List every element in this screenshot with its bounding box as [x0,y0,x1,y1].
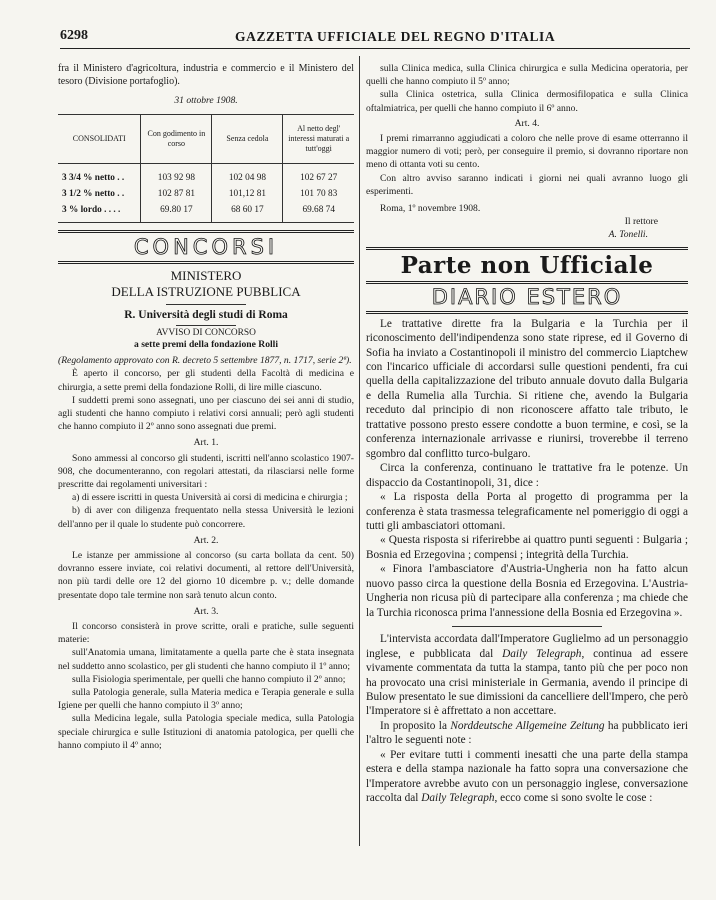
short-rule [176,325,236,326]
table-cell: 69.80 17 [141,202,212,223]
article-heading: Art. 2. [193,534,219,546]
list-item: sulla Medicina legale, sulla Patologia speciale medica, sulla Patologia speciale chirurgica e sulle Istituzioni di anatomia patologica, per quelli che hanno compiuto il 4º anno; [58,713,354,751]
article-heading: Art. 1. [193,437,219,449]
text-run: , ecco come si sono svolte le cose : [494,792,653,805]
section-rule [366,247,688,250]
university-title: R. Università degli studi di Roma [124,308,288,321]
list-item: sulla Clinica medica, sulla Clinica chirurgica e sulla Medicina operatoria, per quelli che hanno compiuto il 5º anno; [366,63,688,88]
intro-text: fra il Ministero d'agricoltura, industria e commercio e il Ministero del tesoro (Divisione portafoglio). [58,63,354,88]
paragraph: Le istanze per ammissione al concorso (su carta bollata da cent. 50) dovranno essere inviate, coi relativi documenti, al rettore dell'Università, non più tardi delle ore 12 del giorno 10 dicembre p. v.; delle domande presentate dopo tale termine non sarà tenuto alcun conto. [58,549,354,601]
list-item: sull'Anatomia umana, limitatamente a quella parte che è stata insegnata nel suddetto anno scolastico, per gli studenti che hanno compiuto il 1º anno; [58,647,354,672]
text-run: ha pubblicato ieri l'altro le seguenti note : [366,719,688,747]
section-rule [58,261,354,264]
newspaper-name: Daily Telegraph [502,647,582,660]
article-heading: Art. 3. [193,605,219,617]
list-item: sulla Patologia generale, sulla Materia medica e Terapia generale e sulla Igiene per quelli che hanno compiuto il 3º anno; [58,686,354,712]
table-cell: 69.68 74 [283,202,354,223]
ministry-line: DELLA ISTRUZIONE PUBBLICA [111,283,301,299]
text-run: « Per evitare tutti i commenti inesatti che una parte della stampa estera e della stampa nazionale ha fatto sopra una conversazione che l'Imperatore avrebbe avuto con un personaggio inglese, conversazione raccolta dal [366,748,688,805]
table-cell: 102 67 27 [283,163,354,186]
avviso-line: AVVISO DI CONCORSO [156,327,256,338]
table-header-row [58,114,354,163]
concorsi-heading: CONCORSI [133,234,279,259]
signature-date: Roma, 1º novembre 1908. [380,203,481,215]
page-header [60,28,690,49]
section-rule [366,281,688,284]
table-cell: 102 87 81 [141,186,212,202]
date-line: 31 ottobre 1908. [174,95,238,107]
paragraph [366,748,688,806]
paragraph: « Finora l'ambasciatore d'Austria-Ungheria non ha fatto alcun nuovo passo circa la questione della Bosnia ed Erzegovina. L'Austria-Ungheria non ricusa più di partecipare alla conferenza ; ma chiede che la Turchia riconosca prima l'annessione della Bosnia ed Erzegovina ». [366,563,688,619]
table-cell: 101,12 81 [212,186,283,202]
table-row [58,163,354,186]
list-item: sulla Fisiologia sperimentale, per quelli che hanno compiuto il 2º anno; [72,673,346,685]
consolidati-table [58,114,354,223]
left-column [58,62,354,752]
table-row [58,186,354,202]
signature-name: A. Tonelli. [608,229,648,241]
paragraph [366,719,688,748]
paragraph: I suddetti premi sono assegnati, uno per ciascuno dei sei anni di studio, agli studenti che hanno compiuto i relativi corsi annuali; però agli studenti che hanno compiuto il 2º anno sono assegnati due premi. [58,394,354,433]
table-header: Senza cedola [212,114,283,163]
regolamento-text: (Regolamento approvato con R. decreto 5 settembre 1877, n. 1717, serie 2ª). [58,355,352,367]
text-run: , continua ad essere vivamente commentata da tutta la stampa, tanto più che per poco non ha provocato una crisi ministeriale in Germania, avendo il principe di Bulow presentato le sue dimissioni da cancelliere dell'Impero, che però l'Imperatore si è affrettato a non accettare. [366,647,689,718]
newspaper-name: Daily Telegraph [421,792,495,805]
paragraph: I premi rimarranno aggiudicati a coloro che nelle prove di esame otterranno il maggior numero di voti; però, per conseguire il premio, si dovranno riportare non meno di ottanta voti su cento. [366,133,688,171]
paragraph: Con altro avviso saranno indicati i giorni nei quali avranno luogo gli esperimenti. [366,172,688,197]
table-header: Al netto degl' interessi maturati a tutt'oggi [283,114,354,163]
paragraph: « La risposta della Porta al progetto di programma per la conferenza è stata trasmessa telegraficamente nel pomeriggio di oggi a tutti gli ambasciatori ottomani. [366,491,688,532]
table-header: CONSOLIDATI [58,114,141,163]
text-run: L'intervista accordata dall'Imperatore Guglielmo ad un personaggio inglese, e pubblicata dal [366,633,688,660]
table-cell: 3 3/4 % netto . . [62,172,125,183]
signature-role: Il rettore [624,216,658,228]
paragraph: Le trattative dirette fra la Bulgaria e la Turchia per il riconoscimento dell'indipendenza sono state riprese, ed il Governo di Sofia ha inviato a Costantinopoli il ministro del commercio Liaptchew con l'incarico ufficiale di accordarsi sulle questioni pendenti, fra cui quella della capitalizzazione del tributo annuale dovuto dalla Bulgaria e della Rumelia alla Turchia. Si ritiene che, avendo la Bulgaria receduto dal principio di non riconoscere affatto tale tributo, le trattative possono presto essere condotte a buon termine, e così, se la conferenza internazionale arrivasse e riunirsi, troverebbe il terreno sgombro dal conflitto turco-bulgaro. [366,317,688,460]
section-rule [58,230,354,233]
paragraph [366,632,688,719]
parte-heading: Parte non Ufficiale [400,251,654,279]
avviso-subtitle: a sette premi della fondazione Rolli [134,338,278,350]
short-rule [166,304,246,305]
table-cell: 102 04 98 [212,163,283,186]
ministry-line: MINISTERO [170,267,242,283]
paragraph: Sono ammessi al concorso gli studenti, iscritti nell'anno scolastico 1907-908, che documenteranno, con regolari attestati, da rilasciarsi nelle forme prescritte dai regolamenti universitari : [58,452,354,490]
short-rule [452,626,602,627]
article-heading: Art. 4. [514,117,540,129]
right-column [366,62,688,806]
newspaper-title: GAZZETTA UFFICIALE DEL REGNO D'ITALIA [235,29,556,44]
paragraph: « Questa risposta si riferirebbe ai quattro punti seguenti : Bulgaria ; Bosnia ed Erzegovina ; compensi ; integrità della Turchia. [366,534,688,561]
page-number: 6298 [60,28,88,43]
table-cell: 103 92 98 [141,163,212,186]
table-header: Con godimento in corso [141,114,212,163]
paragraph: b) di aver con diligenza frequentato nella stessa Università le lezioni dell'anno per il quale lo studente può concorrere. [58,505,354,530]
table-cell: 101 70 83 [283,186,354,202]
diario-heading: DIARIO ESTERO [431,284,623,309]
list-item: sulla Clinica ostetrica, sulla Clinica dermosifilopatica e sulla Clinica oftalmiatrica, per quelli che hanno compiuto il 6º anno. [366,89,688,114]
table-cell: 3 1/2 % netto . . [62,188,125,199]
column-divider [359,56,360,846]
section-rule [366,311,688,314]
table-cell: 68 60 17 [212,202,283,223]
paragraph: Circa la conferenza, continuano le trattative fra le potenze. Un dispaccio da Costantinopoli, 31, dice : [366,462,688,489]
table-row [58,202,354,223]
paragraph: Il concorso consisterà in prove scritte, orali e pratiche, sulle seguenti materie: [58,620,354,646]
paragraph: a) di essere iscritti in questa Università ai corsi di medicina e chirurgia ; [72,492,348,504]
text-run: In proposito la [380,719,447,732]
paragraph: È aperto il concorso, per gli studenti della Facoltà di medicina e chirurgia, a sette premi della fondazione Rolli, di lire mille ciascuno. [58,368,354,393]
table-cell: 3 % lordo . . . . [58,202,141,223]
newspaper-name: Norddeutsche Allgemeine Zeitung [450,719,605,732]
